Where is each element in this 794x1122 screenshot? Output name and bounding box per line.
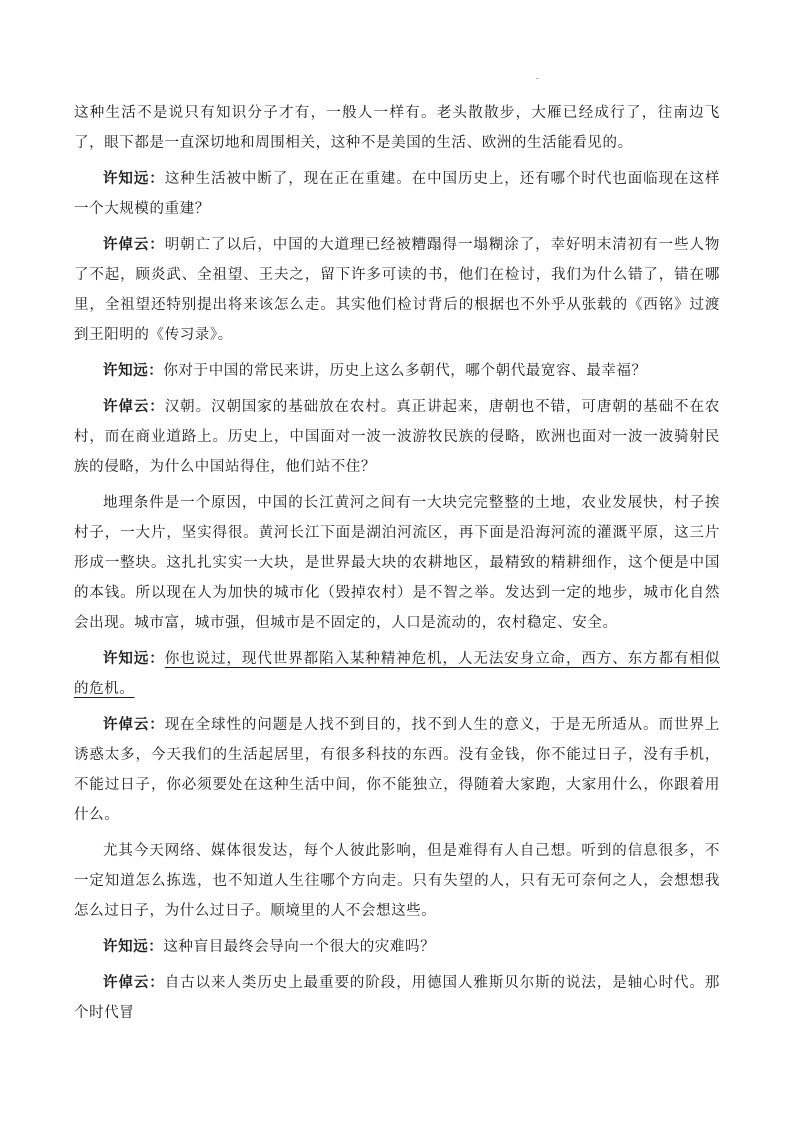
paragraph-10 [74, 932, 720, 962]
paragraph-text: 你对于中国的常民来讲，历史上这么多朝代，哪个朝代最宽容、最幸福？ [163, 363, 647, 379]
paragraph-text: 自古以来人类历史上最重要的阶段，用德国人雅斯贝尔斯的说法，是轴心时代。那个时代冒 [74, 975, 720, 1021]
paragraph-6 [74, 488, 720, 638]
document-body [74, 98, 720, 1034]
speaker-label: 许知远： [103, 170, 165, 187]
underlined-text: 你也说过，现代世界都陷入某种精神危机，人无法安身立命，西方、东方都有相似的危机。 [74, 651, 720, 697]
speaker-label: 许倬云： [103, 398, 165, 415]
paragraph-2 [74, 164, 720, 224]
paragraph-text: 这种生活被中断了，现在正在重建。在中国历史上，还有哪个时代也面临现在这样一个大规模的重建？ [74, 171, 720, 217]
paragraph-text: 尤其今天网络、媒体很发达，每个人彼此影响，但是难得有人自己想。听到的信息很多，不一定知道怎么拣选，也不知道人生往哪个方向走。只有失望的人，只有无可奈何之人，会想想我怎么过日子，为什么过日子。顺境里的人不会想这些。 [74, 843, 720, 919]
speaker-label: 许倬云： [103, 716, 165, 733]
paragraph-7-underlined [74, 644, 720, 704]
paragraph-9 [74, 836, 720, 926]
paragraph-text: 汉朝。汉朝国家的基础放在农村。真正讲起来，唐朝也不错，可唐朝的基础不在农村，而在商业道路上。历史上，中国面对一波一波游牧民族的侵略，欧洲也面对一波一波骑射民族的侵略，为什么中国站得住，他们站不住？ [74, 399, 720, 475]
speaker-label: 许知远： [103, 650, 165, 667]
speaker-label: 许倬云： [103, 974, 165, 991]
speaker-label: 许知远： [103, 938, 164, 955]
paragraph-5 [74, 392, 720, 482]
speaker-label: 许知远： [103, 362, 164, 379]
speaker-label: 许倬云： [103, 236, 165, 253]
page-top-mark [536, 78, 539, 79]
paragraph-text: 这种生活不是说只有知识分子才有，一般人一样有。老头散散步，大雁已经成行了，往南边飞了，眼下都是一直深切地和周围相关，这种不是美国的生活、欧洲的生活能看见的。 [74, 105, 720, 151]
paragraph-text: 现在全球性的问题是人找不到目的，找不到人生的意义，于是无所适从。而世界上诱惑太多，今天我们的生活起居里，有很多科技的东西。没有金钱，你不能过日子，没有手机，不能过日子，你必须要处在这种生活中间，你不能独立，得随着大家跑，大家用什么，你跟着用什么。 [74, 717, 720, 823]
paragraph-3 [74, 230, 720, 350]
paragraph-11 [74, 968, 720, 1028]
paragraph-8 [74, 710, 720, 830]
paragraph-1 [74, 98, 720, 158]
paragraph-text: 明朝亡了以后，中国的大道理已经被糟蹋得一塌糊涂了，幸好明末清初有一些人物了不起，顾炎武、全祖望、王夫之，留下许多可读的书，他们在检讨，我们为什么错了，错在哪里，全祖望还特别提出将来该怎么走。其实他们检讨背后的根据也不外乎从张载的《西铭》过渡到王阳明的《传习录》。 [74, 237, 720, 343]
paragraph-text: 这种盲目最终会导向一个很大的灾难吗？ [163, 939, 436, 955]
paragraph-4 [74, 356, 720, 386]
paragraph-text: 地理条件是一个原因，中国的长江黄河之间有一大块完完整整的土地，农业发展快，村子挨村子，一大片，坚实得很。黄河长江下面是湖泊河流区，再下面是沿海河流的灌溉平原，这三片形成一整块。这扎扎实实一大块，是世界最大块的农耕地区，最精致的精耕细作，这个便是中国的本钱。所以现在人为加快的城市化（毁掉农村）是不智之举。发达到一定的地步，城市化自然会出现。城市富，城市强，但城市是不固定的，人口是流动的，农村稳定、安全。 [74, 495, 720, 631]
